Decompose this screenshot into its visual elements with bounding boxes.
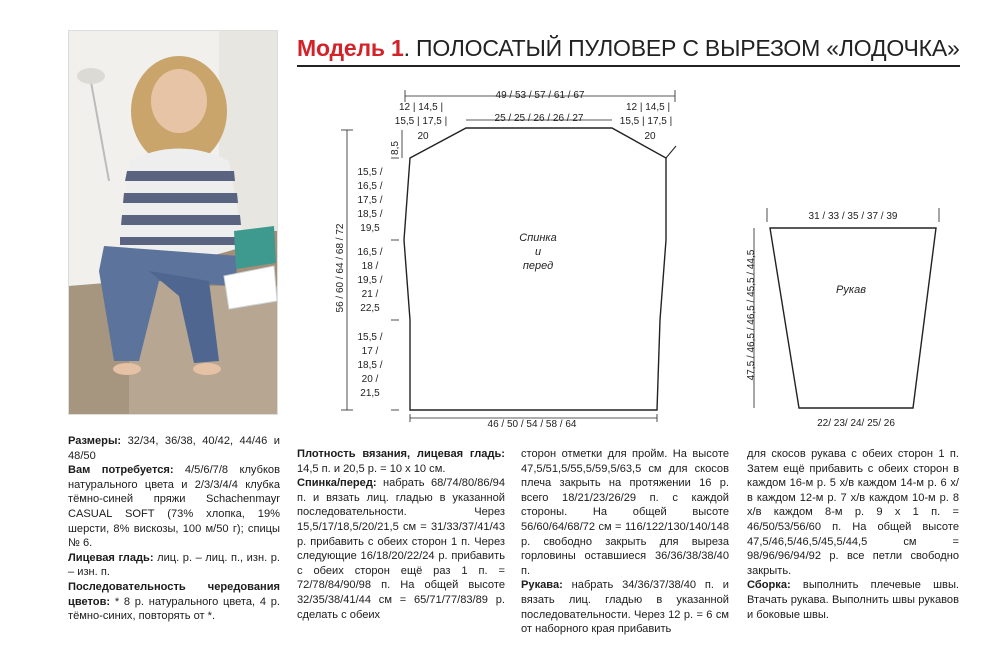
sleeve-shaping-paragraph: для скосов рукава с обеих сторон 1 п. Затем ещё прибавить с обеих сторон в каждом 16-м р. 5 х/в каждом 14-м р. 6 х/в каждом 12-м р. 7 х/в каждом 10-м р. 8 х/в каждом 8-м р. 9 х 1 п. = 46/50/53/56/60 п. На общей высоте 47,5/46,5/46,5/45,5/44,5 см = 98/96/96/94/92 р. все петли свободно закрыть. (747, 448, 959, 577)
materials-text: 4/5/6/7/8 клубков натурального цвета и 2/3/3/4/4 клубка тёмно-синей пряжи Schachenmayr CASUAL SOFT (73% хлопка, 19% шерсти, 8% вискозы, 100 м/50 г); спицы № 6. (68, 464, 280, 550)
seg2-line4: 21 / (361, 289, 379, 300)
assembly-paragraph (747, 578, 959, 622)
shoulder-left-1: 12 | 14,5 | (398, 102, 444, 113)
seg3-line3: 18,5 / (357, 360, 383, 371)
shoulder-left-3: 20 (417, 131, 429, 142)
text-column-4 (747, 447, 959, 622)
color-order-paragraph (68, 580, 280, 624)
seg2-line1: 16,5 / (357, 247, 383, 258)
seg3-line4: 20 / (361, 374, 379, 385)
stitch-text: лиц. р. – лиц. п., изн. р. – изн. п. (68, 551, 280, 579)
sleeve-bottom-label: 22/ 23/ 24/ 25/ 26 (817, 418, 895, 429)
armhole-tick (666, 146, 676, 158)
color-order-text: * 8 р. натурального цвета, 4 р. тёмно-синих, повторять от *. (68, 595, 280, 623)
sizes-label: Размеры: (68, 435, 122, 447)
back-front-text: набрать 68/74/80/86/94 п. и вязать лиц. гладью в указанной последовательности. Через 15,5/17/18,5/20/21,5 см = 31/33/37/41/43 р. прибавить с обеих сторон 1 п. Через следующие 16/18/20/22/24 р. прибавить с обеих сторон ещё раз 1 п. = 72/78/84/90/98 п. На общей высоте 32/35/38/41/44 см = 65/71/77/83/89 р. сделать с обеих (297, 477, 505, 621)
density-paragraph (297, 447, 505, 476)
armhole-paragraph: сторон отметки для пройм. На высоте 47,5/51,5/55,5/59,5/63,5 см для скосов плеча закрыть на протяжении 16 р. всего 18/21/23/26/29 п. с каждой стороны. На общей высоте 56/60/64/68/72 см = 116/122/130/140/148 р. свободно закрыть для выреза горловины оставшиеся 36/36/38/38/40 п. (521, 448, 729, 577)
text-column-1 (68, 434, 280, 624)
seg2-line3: 19,5 / (357, 275, 383, 286)
sleeve-diagram (746, 208, 939, 429)
bottom-width-label: 46 / 50 / 54 / 58 / 64 (487, 419, 577, 430)
total-height-label: 56 / 60 / 64 / 68 / 72 (335, 223, 346, 313)
seg1-line3: 17,5 / (357, 195, 383, 206)
shoulder-right-3: 20 (644, 131, 656, 142)
back-front-paragraph (297, 476, 505, 622)
shoulder-drop-label: 8,5 (390, 141, 401, 155)
back-front-label: Спинка/перед: (297, 477, 377, 490)
top-width-label: 49 / 53 / 57 / 61 / 67 (495, 90, 585, 101)
shoulder-right-1: 12 | 14,5 | (625, 102, 671, 113)
seg3-line2: 17 / (361, 346, 379, 357)
assembly-label: Сборка: (747, 579, 791, 592)
stitch-label: Лицевая гладь: (68, 551, 154, 564)
sizes-paragraph (68, 434, 280, 463)
model-title: . ПОЛОСАТЫЙ ПУЛОВЕР С ВЫРЕЗОМ «ЛОДОЧКА» (403, 35, 960, 61)
body-label-3: перед (522, 260, 554, 272)
sizes-text: 32/34, 36/38, 40/42, 44/46 и 48/50 (68, 435, 280, 462)
stitch-paragraph (68, 551, 280, 580)
density-label: Плотность вязания, лицевая гладь: (297, 448, 505, 460)
seg3-line1: 15,5 / (357, 332, 383, 343)
model-number: Модель 1 (297, 35, 404, 61)
body-label-2: и (534, 246, 542, 258)
sleeve-outline (770, 228, 936, 408)
body-diagram (335, 90, 676, 430)
neck-width-label: 25 / 25 / 26 / 26 / 27 (494, 113, 584, 124)
sleeves-text: набрать 34/36/37/38/40 п. и вязать лиц. гладью в указанной последовательности. Через 12 р. = 6 см от наборного края прибавить (521, 579, 729, 636)
sleeves-paragraph (521, 578, 729, 636)
shoulder-left-2: 15,5 | 17,5 | (394, 116, 448, 127)
seg3-line5: 21,5 (360, 388, 380, 399)
body-label-1: Спинка (519, 232, 557, 244)
density-text: 14,5 п. и 20,5 р. = 10 х 10 см. (297, 462, 446, 475)
materials-paragraph (68, 463, 280, 551)
text-column-2 (297, 447, 505, 622)
seg1-line1: 15,5 / (357, 167, 383, 178)
sleeve-label: Рукав (836, 284, 866, 296)
text-column-3 (521, 447, 729, 637)
seg1-line4: 18,5 / (357, 209, 383, 220)
materials-label: Вам потребуется: (68, 464, 174, 477)
color-order-label: Последовательность чередования цветов: (68, 580, 280, 608)
sleeve-top-label: 31 / 33 / 35 / 37 / 39 (808, 211, 898, 222)
seg1-line5: 19,5 (360, 223, 380, 234)
sleeve-height-label: 47,5 / 46,5 / 46,5 / 45,5 / 44,5 (746, 249, 757, 381)
assembly-text: выполнить плечевые швы. Втачать рукава. Выполнить швы рукавов и боковые швы. (747, 579, 959, 621)
shoulder-right-2: 15,5 | 17,5 | (619, 116, 673, 127)
sleeves-label: Рукава: (521, 579, 563, 592)
seg1-line2: 16,5 / (357, 181, 383, 192)
seg2-line5: 22,5 (360, 303, 380, 314)
seg2-line2: 18 / (361, 261, 379, 272)
